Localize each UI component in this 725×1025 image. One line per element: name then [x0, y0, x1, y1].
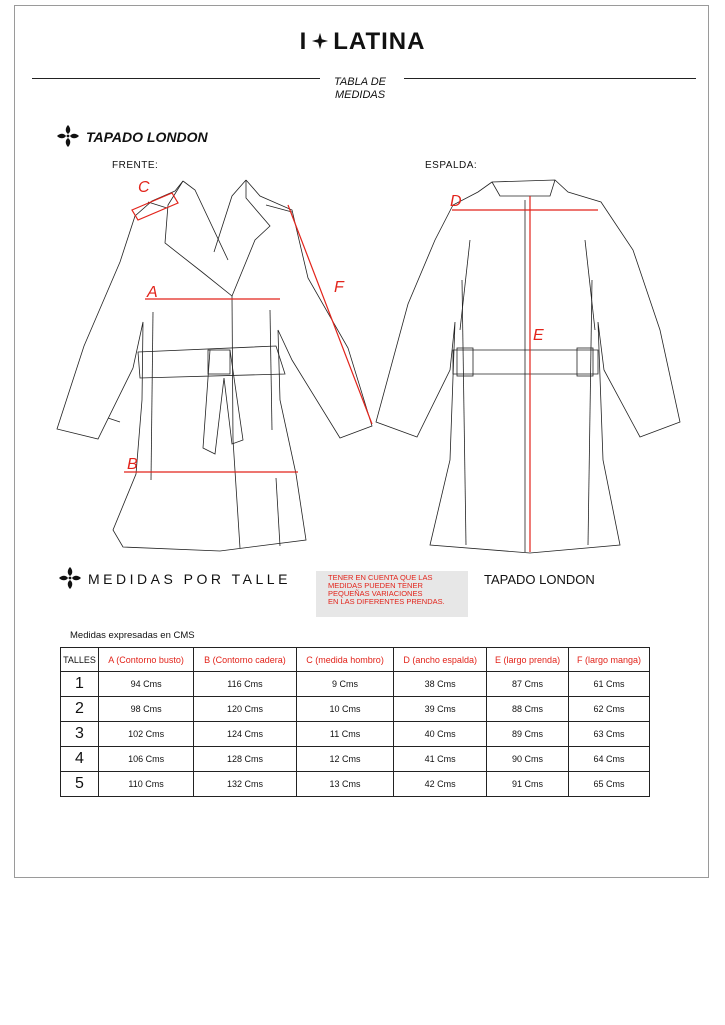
header-c: C (medida hombro) [296, 648, 394, 672]
measure-letter-f: F [334, 279, 344, 296]
measure-letter-c: C [138, 179, 150, 196]
table-cell: 106 Cms [99, 747, 194, 772]
table-cell: 62 Cms [569, 697, 650, 722]
table-row [61, 772, 650, 797]
table-cell: 87 Cms [487, 672, 569, 697]
table-caption: Medidas expresadas en CMS [70, 630, 195, 641]
table-cell: 39 Cms [394, 697, 487, 722]
table-header-row [61, 648, 650, 672]
table-cell: 90 Cms [487, 747, 569, 772]
size-cell: 1 [61, 672, 99, 697]
back-view-label: ESPALDA: [425, 160, 478, 171]
table-cell: 40 Cms [394, 722, 487, 747]
variation-note [316, 571, 468, 617]
note-line-2: MEDIDAS PUEDEN TENER [328, 581, 423, 590]
measure-letter-b: B [127, 456, 138, 473]
note-line-1: TENER EN CUENTA QUE LAS [328, 573, 433, 582]
table-cell: 61 Cms [569, 672, 650, 697]
table-cell: 12 Cms [296, 747, 394, 772]
size-cell: 2 [61, 697, 99, 722]
size-cell: 3 [61, 722, 99, 747]
table-row [61, 672, 650, 697]
table-cell: 132 Cms [194, 772, 297, 797]
table-cell: 116 Cms [194, 672, 297, 697]
table-cell: 41 Cms [394, 747, 487, 772]
size-cell: 5 [61, 772, 99, 797]
front-view-label: FRENTE: [112, 160, 159, 171]
table-row [61, 722, 650, 747]
header-f: F (largo manga) [569, 648, 650, 672]
table-cell: 63 Cms [569, 722, 650, 747]
measure-letter-a: A [147, 284, 158, 301]
size-cell: 4 [61, 747, 99, 772]
brand-right: LATINA [333, 28, 426, 55]
quatrefoil-icon [58, 566, 82, 590]
measure-letter-d: D [450, 193, 462, 210]
table-cell: 10 Cms [296, 697, 394, 722]
table-cell: 11 Cms [296, 722, 394, 747]
table-cell: 124 Cms [194, 722, 297, 747]
header-talles: TALLES [61, 648, 99, 672]
table-cell: 64 Cms [569, 747, 650, 772]
table-cell: 128 Cms [194, 747, 297, 772]
table-cell: 13 Cms [296, 772, 394, 797]
table-cell: 102 Cms [99, 722, 194, 747]
table-cell: 89 Cms [487, 722, 569, 747]
table-cell: 65 Cms [569, 772, 650, 797]
table-cell: 110 Cms [99, 772, 194, 797]
table-cell: 9 Cms [296, 672, 394, 697]
table-cell: 88 Cms [487, 697, 569, 722]
table-cell: 94 Cms [99, 672, 194, 697]
size-table [60, 647, 650, 797]
table-row [61, 697, 650, 722]
product-name: TAPADO LONDON [86, 129, 208, 145]
subtitle-line-2: MEDIDAS [334, 89, 386, 101]
subtitle-line-1: TABLA DE [334, 76, 386, 88]
header-d: D (ancho espalda) [394, 648, 487, 672]
measure-letter-e: E [533, 327, 544, 344]
table-cell: 42 Cms [394, 772, 487, 797]
table-cell: 91 Cms [487, 772, 569, 797]
table-cell: 38 Cms [394, 672, 487, 697]
section-title-text: MEDIDAS POR TALLE [88, 571, 291, 587]
note-line-3: PEQUEÑAS VARIACIONES [328, 589, 423, 598]
brand-left: I [299, 28, 308, 55]
note-line-4: EN LAS DIFERENTES PRENDAS. [328, 597, 445, 606]
section-title [58, 566, 291, 590]
table-row [61, 747, 650, 772]
header-b: B (Contorno cadera) [194, 648, 297, 672]
header-a: A (Contorno busto) [99, 648, 194, 672]
table-product-title: TAPADO LONDON [484, 572, 595, 587]
table-cell: 120 Cms [194, 697, 297, 722]
table-cell: 98 Cms [99, 697, 194, 722]
header-e: E (largo prenda) [487, 648, 569, 672]
